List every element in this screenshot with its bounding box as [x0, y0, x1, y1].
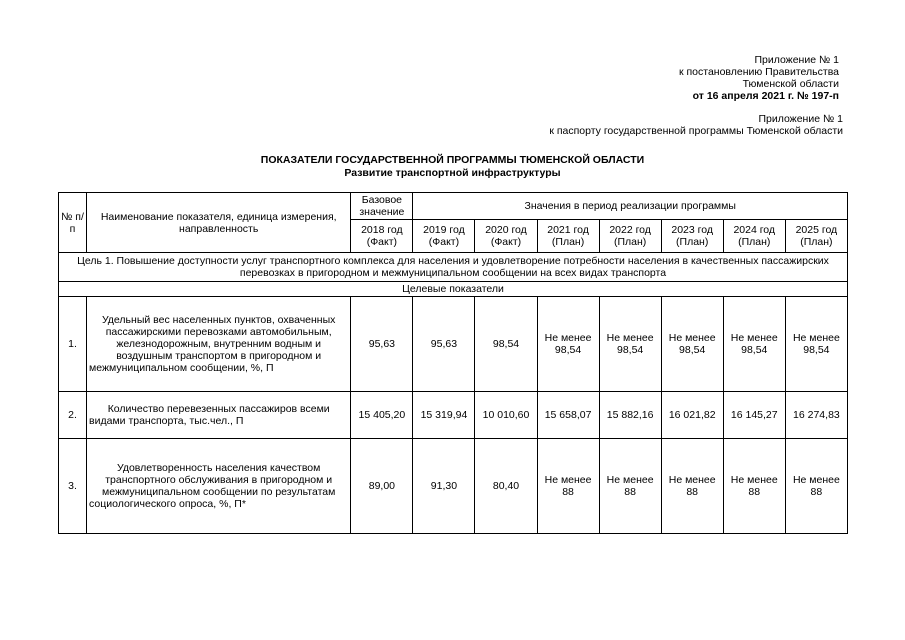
section-row	[59, 282, 848, 297]
row-indicator-name: Количество перевезенных пассажиров всеми видами транспорта, тыс.чел., П	[87, 392, 351, 439]
goal-text: Цель 1. Повышение доступности услуг транспортного комплекса для населения и удовлетворение потребности населения в качественных пассажирских перевозках в пригородном и межмуниципальном сообщении на всех видах транспорта	[59, 253, 848, 282]
row-value: 10 010,60	[475, 392, 537, 439]
row-value: 16 021,82	[661, 392, 723, 439]
row-value: Не менее 88	[537, 439, 599, 534]
row-value: 80,40	[475, 439, 537, 534]
row-value: Не менее 98,54	[599, 297, 661, 392]
row-value: Не менее 88	[785, 439, 847, 534]
table-row	[59, 297, 848, 392]
row-value: Не менее 98,54	[661, 297, 723, 392]
row-value: Не менее 98,54	[537, 297, 599, 392]
row-num: 3.	[59, 439, 87, 534]
header-year: 2022 год (План)	[599, 220, 661, 253]
attachment-line: к паспорту государственной программы Тюменской области	[549, 125, 843, 137]
attachment-line: к постановлению Правительства	[678, 66, 839, 78]
header-year: 2018 год (Факт)	[351, 220, 413, 253]
header-base: Базовое значение	[351, 193, 413, 220]
row-value: 95,63	[351, 297, 413, 392]
row-value: Не менее 88	[723, 439, 785, 534]
row-value: 15 405,20	[351, 392, 413, 439]
header-year: 2025 год (План)	[785, 220, 847, 253]
header-year: 2021 год (План)	[537, 220, 599, 253]
attachment-line: Приложение № 1	[754, 54, 839, 66]
row-value: 91,30	[413, 439, 475, 534]
header-name: Наименование показателя, единица измерения, направленность	[87, 193, 351, 253]
resolution-date-number: от 16 апреля 2021 г. № 197-п	[692, 90, 839, 102]
section-label: Целевые показатели	[59, 282, 848, 297]
table-header-row	[59, 193, 848, 220]
title-sub: Развитие транспортной инфраструктуры	[344, 167, 561, 179]
title-main: ПОКАЗАТЕЛИ ГОСУДАРСТВЕННОЙ ПРОГРАММЫ ТЮМЕНСКОЙ ОБЛАСТИ	[260, 154, 645, 166]
row-value: Не менее 98,54	[723, 297, 785, 392]
table-row	[59, 439, 848, 534]
document-title	[0, 154, 905, 180]
table-row	[59, 392, 848, 439]
header-year: 2019 год (Факт)	[413, 220, 475, 253]
header-year: 2024 год (План)	[723, 220, 785, 253]
row-value: 98,54	[475, 297, 537, 392]
row-value: 95,63	[413, 297, 475, 392]
header-period: Значения в период реализации программы	[413, 193, 848, 220]
header-num: № п/п	[59, 193, 87, 253]
row-value: Не менее 88	[661, 439, 723, 534]
passport-attachment-note	[549, 113, 843, 137]
row-value: Не менее 88	[599, 439, 661, 534]
row-num: 1.	[59, 297, 87, 392]
goal-row	[59, 253, 848, 282]
row-value: 89,00	[351, 439, 413, 534]
row-indicator-name: Удовлетворенность населения качеством транспортного обслуживания в пригородном и межмуниципальном сообщении по результатам социологического опроса, %, П*	[87, 439, 351, 534]
resolution-attachment-note	[679, 54, 839, 102]
row-value: 15 882,16	[599, 392, 661, 439]
attachment-line: Приложение № 1	[758, 113, 843, 125]
header-year: 2020 год (Факт)	[475, 220, 537, 253]
row-value: 15 319,94	[413, 392, 475, 439]
row-value: 16 274,83	[785, 392, 847, 439]
row-value: 15 658,07	[537, 392, 599, 439]
row-value: 16 145,27	[723, 392, 785, 439]
row-num: 2.	[59, 392, 87, 439]
header-year: 2023 год (План)	[661, 220, 723, 253]
row-indicator-name: Удельный вес населенных пунктов, охваченных пассажирскими перевозками автомобильным, железнодорожным, внутренним водным и воздушным транспортом в пригородном и межмуниципальном сообщении, %, П	[87, 297, 351, 392]
attachment-line: Тюменской области	[742, 78, 839, 90]
indicators-table	[58, 192, 848, 534]
row-value: Не менее 98,54	[785, 297, 847, 392]
